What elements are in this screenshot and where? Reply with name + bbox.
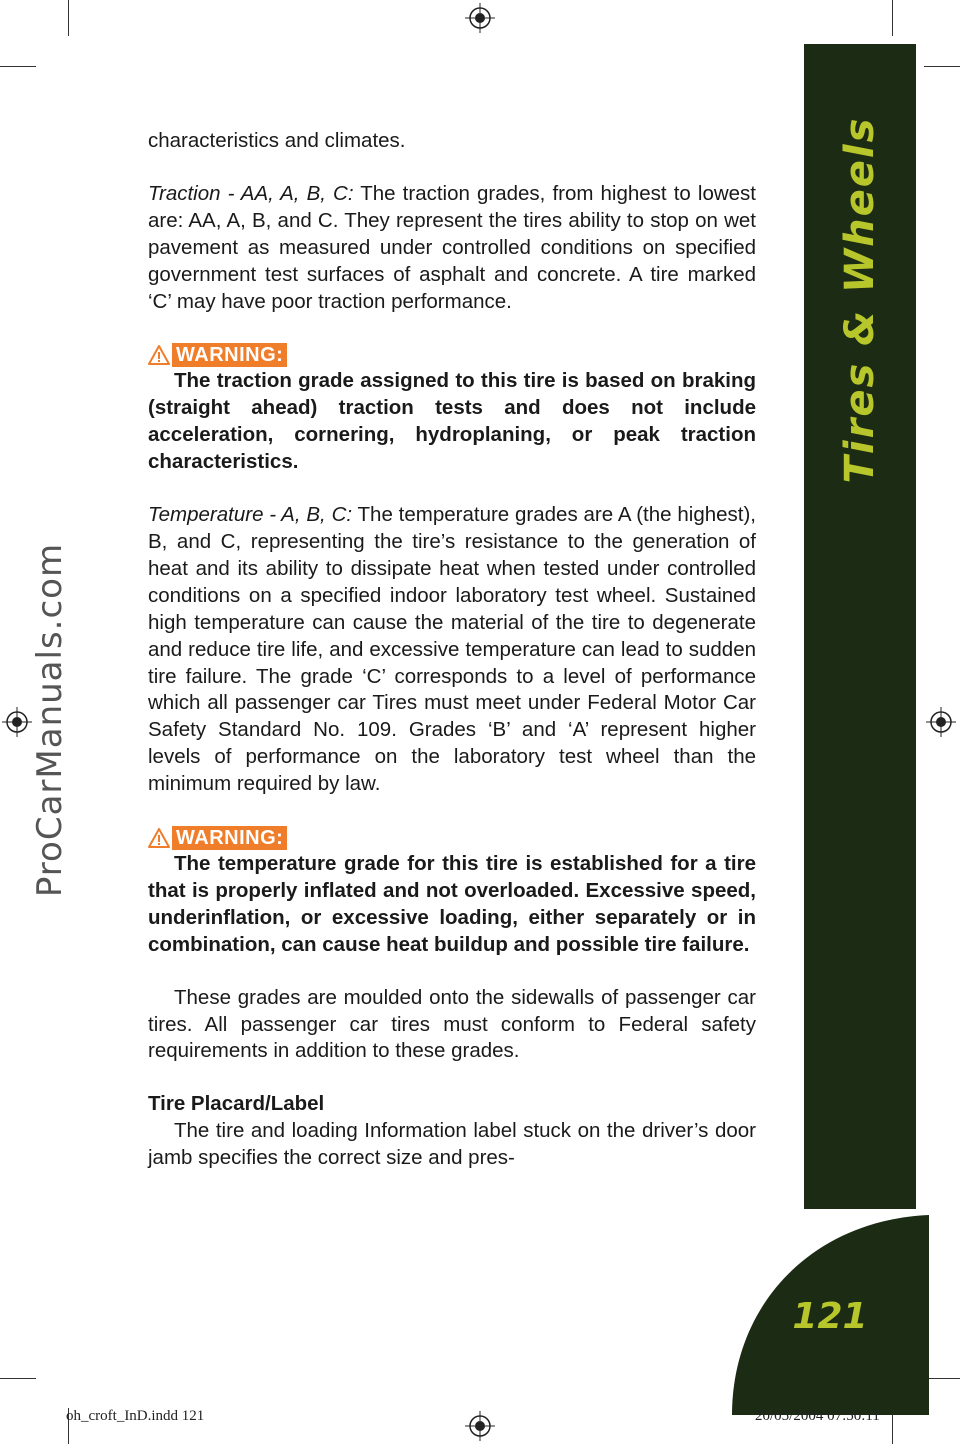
term-traction: Traction - AA, A, B, C:: [148, 181, 354, 205]
crop-mark: [924, 1378, 960, 1379]
warning-label: WARNING:: [172, 343, 287, 367]
paragraph-placard: The tire and loading Information label stuck on the driver’s door jamb specifies the correct size and pres-: [148, 1119, 756, 1170]
registration-mark-icon: [2, 707, 32, 737]
traction-description: The traction grades, from highest to lowest are: AA, A, B, and C. They represent the tires ability to stop on wet pavement as measured under controlled conditions on specified government test surfaces of asphalt and concrete. A tire marked ‘C’ may have poor traction performance.: [148, 181, 757, 313]
footer-datetime: 20/05/2004 07:50:11: [755, 1408, 880, 1424]
paragraph-traction: [148, 181, 756, 316]
warning-text-traction: The traction grade assigned to this tire is based on braking (straight ahead) traction tests and does not include acceleration, cornering, hydroplaning, or peak traction characteristics.: [148, 369, 756, 474]
crop-mark: [924, 66, 960, 67]
page-content: [148, 128, 756, 1172]
paragraph-grades: These grades are moulded onto the sidewalls of passenger car tires. All passenger car tires must conform to Federal safety requirements in addition to these grades.: [148, 985, 756, 1063]
registration-mark-icon: [465, 3, 495, 33]
crop-mark: [0, 1378, 36, 1379]
watermark: ProCarManuals.com: [30, 542, 70, 898]
paragraph-continued: characteristics and climates.: [148, 129, 406, 152]
crop-mark: [0, 66, 36, 67]
warning-label: WARNING:: [172, 826, 287, 850]
footer-file-info: oh_croft_InD.indd 121: [66, 1408, 205, 1424]
temperature-description: The temperature grades are A (the highest), B, and C, representing the tire’s resistance to the generation of heat and its ability to dissipate heat when tested under controlled conditions on a specified indoor laboratory test wheel. Sustained high temperature can cause the material of the tire to degenerate and reduce tire life, and excessive temperature can lead to sudden tire failure. The grade ‘C’ corresponds to a level of performance which all passenger car Tires must meet under Federal Motor Car Safety Standard No. 109. Grades ‘B’ and ‘A’ represent higher levels of performance on the laboratory test wheel than the minimum required by law.: [148, 503, 756, 796]
registration-mark-icon: [465, 1411, 495, 1441]
page-number: 121: [792, 1296, 868, 1337]
warning-header: [148, 824, 756, 851]
warning-triangle-icon: [148, 344, 170, 366]
warning-header: [148, 341, 756, 368]
crop-mark: [892, 0, 893, 36]
chapter-title: Tires & Wheels: [837, 116, 883, 484]
warning-text-temperature: The temperature grade for this tire is established for a tire that is properly inflated and not overloaded. Excessive speed, underinflation, or excessive loading, either separately or in combination, can cause heat buildup and possible tire failure.: [148, 852, 756, 956]
warning-triangle-icon: [148, 827, 170, 849]
crop-mark: [68, 0, 69, 36]
section-heading-placard: Tire Placard/Label: [148, 1092, 325, 1116]
paragraph-temperature: [148, 502, 756, 798]
term-temperature: Temperature - A, B, C:: [148, 503, 353, 527]
registration-mark-icon: [926, 707, 956, 737]
